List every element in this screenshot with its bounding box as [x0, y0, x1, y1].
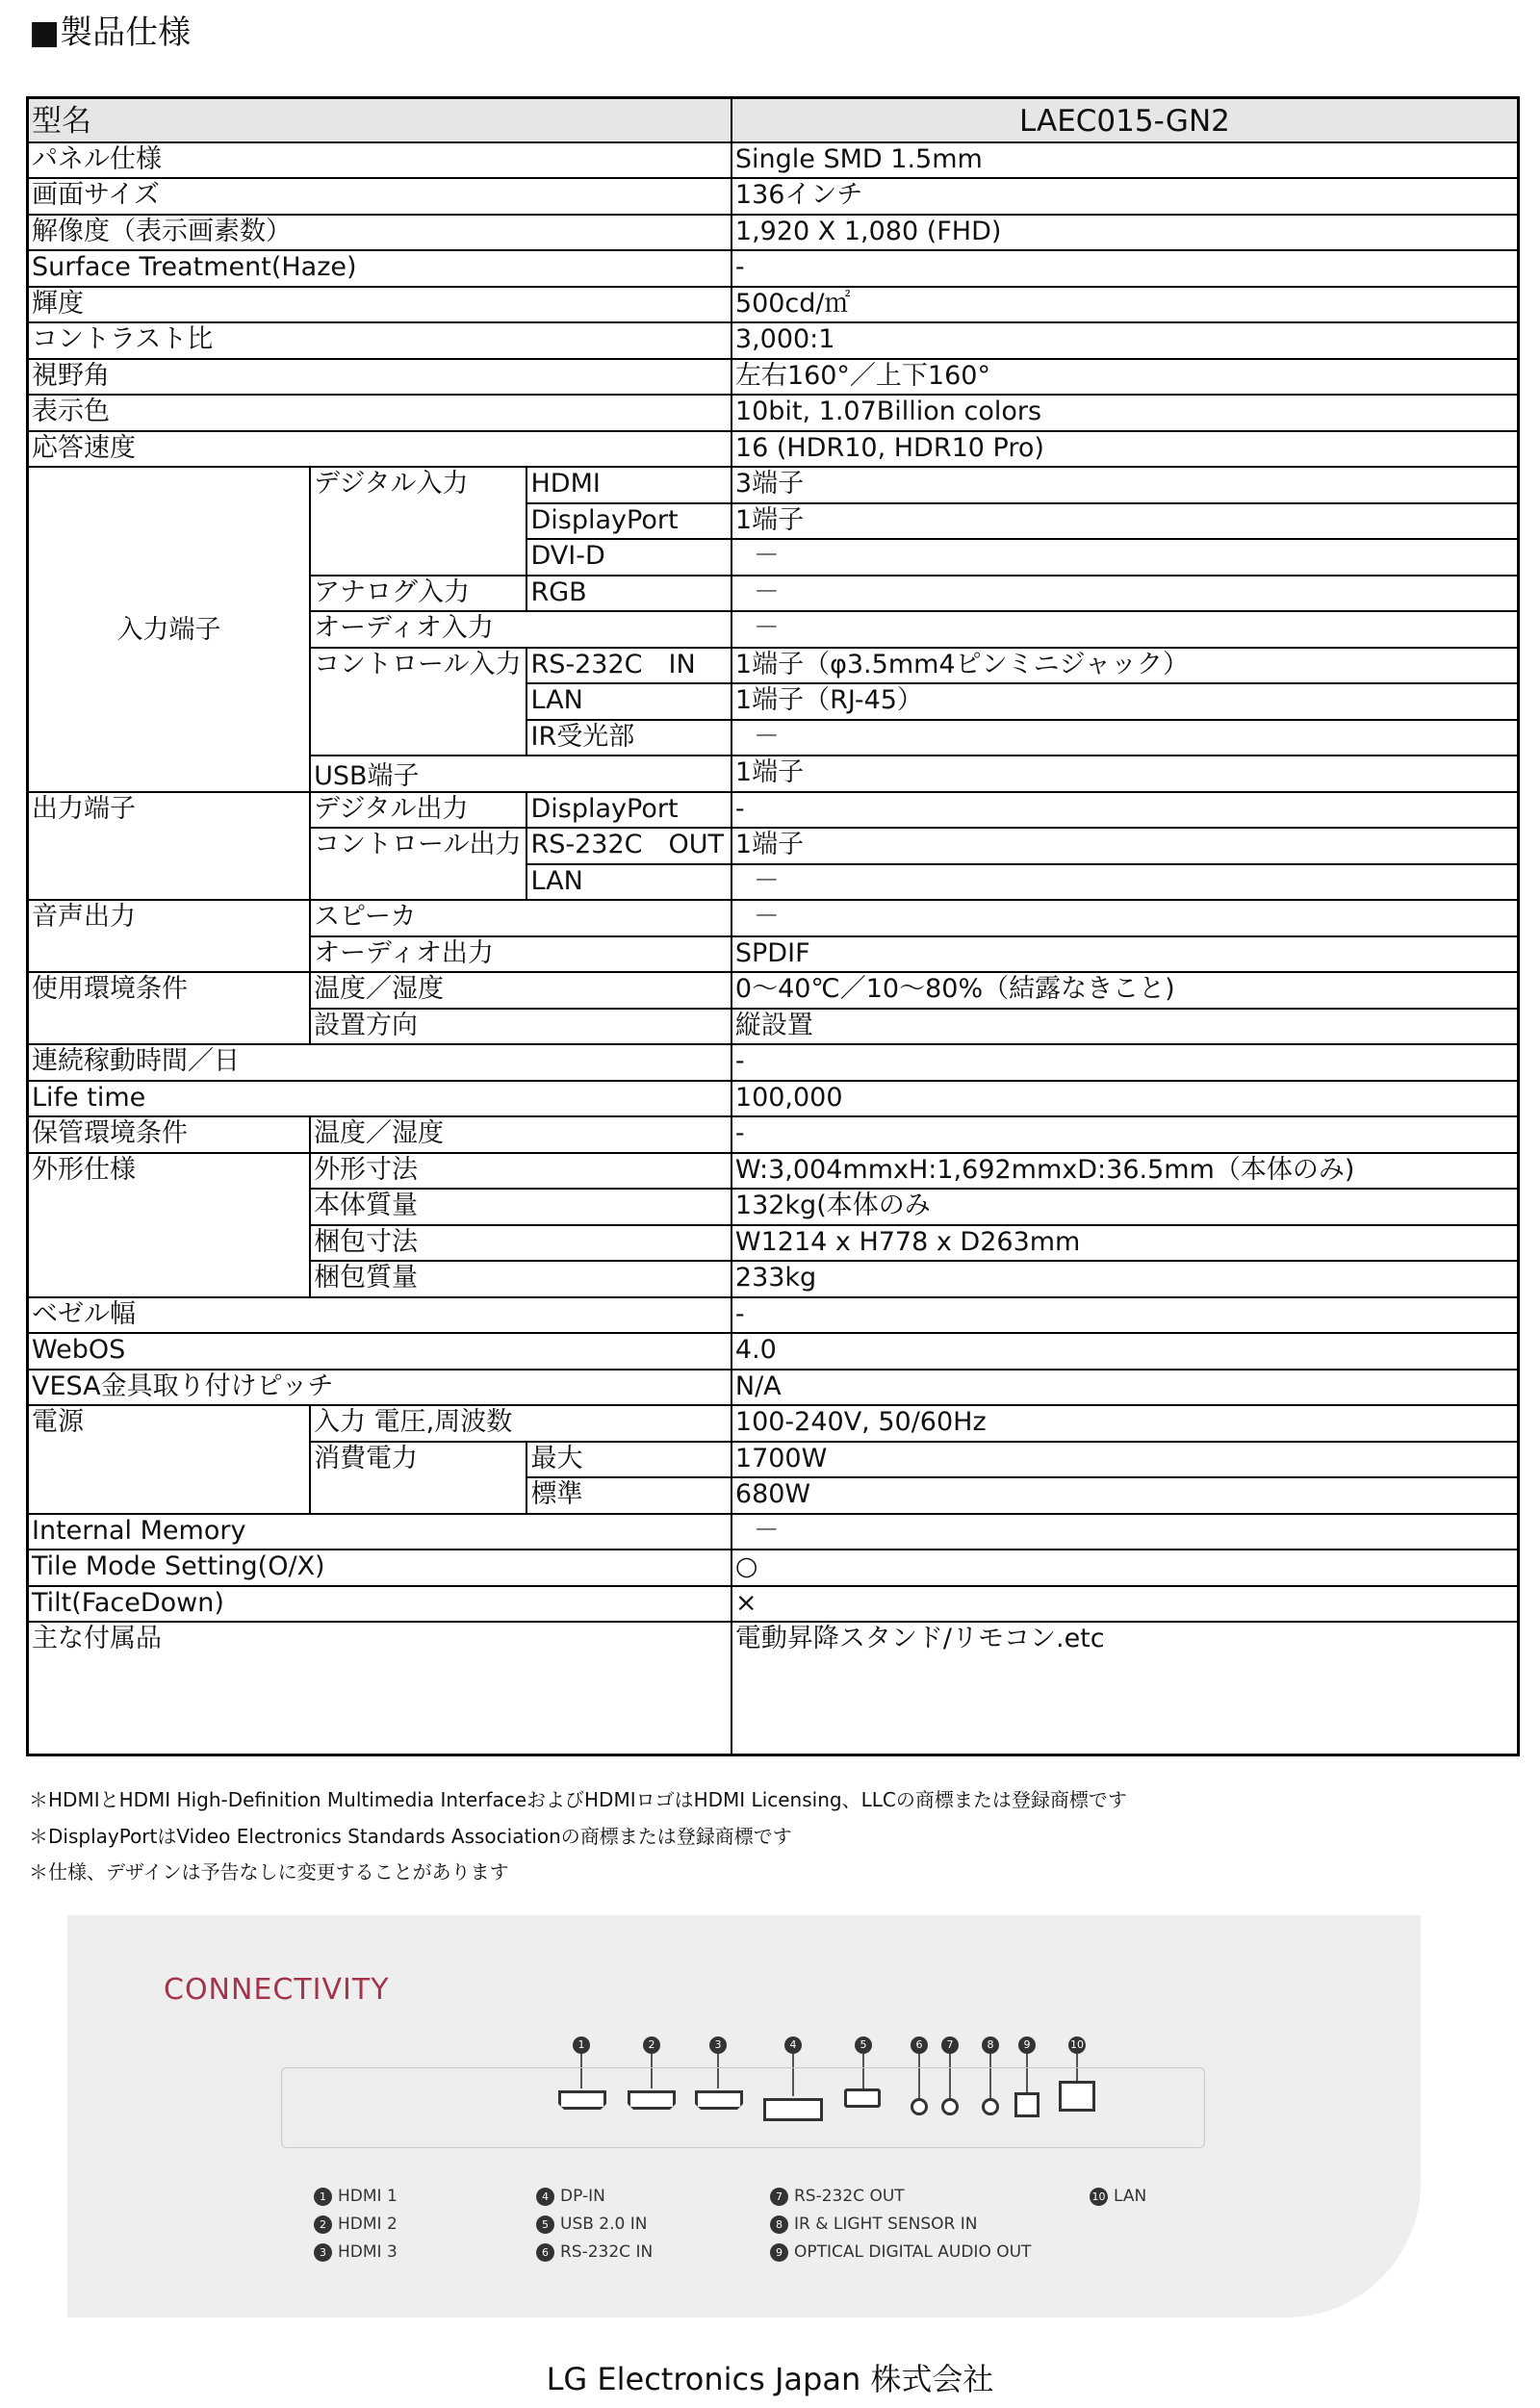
spec-group-label: コントロール出力: [310, 828, 526, 900]
displayport-icon: [763, 2098, 823, 2121]
spec-value: 0～40℃／10～80%（結露なきこと): [732, 972, 1519, 1009]
spec-group-label: 外形寸法: [310, 1153, 732, 1190]
legend-number: 3: [314, 2243, 332, 2262]
spec-value: 1端子: [732, 828, 1519, 864]
spec-value: 3端子: [732, 467, 1519, 503]
port-marker: 2: [643, 2037, 660, 2054]
spec-group-label: デジタル出力: [310, 792, 526, 829]
spec-group-label: 梱包寸法: [310, 1225, 732, 1262]
footnotes: [29, 1782, 1127, 1891]
table-row: [28, 395, 1519, 431]
spec-group-label: スピーカ: [310, 900, 732, 936]
table-row: [28, 1044, 1519, 1081]
rs232c-out-jack-icon: [941, 2098, 959, 2115]
spec-label: Tile Mode Setting(O/X): [28, 1550, 732, 1586]
port-legend: [536, 2183, 653, 2267]
spec-group-label: 入力 電圧,周波数: [310, 1405, 732, 1442]
spec-sublabel: DVI-D: [526, 539, 731, 576]
spec-group-label: USB端子: [310, 756, 732, 792]
spec-label: WebOS: [28, 1333, 732, 1370]
legend-label: RS-232C IN: [560, 2242, 654, 2262]
spec-label: 型名: [28, 98, 732, 142]
legend-label: HDMI 3: [338, 2242, 398, 2262]
legend-number: 4: [536, 2188, 554, 2206]
legend-number: 9: [770, 2243, 788, 2262]
spec-label: 主な付属品: [28, 1622, 732, 1755]
legend-number: 10: [1090, 2188, 1108, 2206]
legend-label: LAN: [1114, 2187, 1147, 2206]
table-row: [28, 1370, 1519, 1406]
spec-value: －: [732, 864, 1519, 901]
legend-number: 1: [314, 2188, 332, 2206]
spec-value: 233kg: [732, 1261, 1519, 1297]
table-row: [28, 1297, 1519, 1334]
spec-value: 4.0: [732, 1333, 1519, 1370]
usb-port-icon: [844, 2088, 881, 2108]
spec-sublabel: DisplayPort: [526, 792, 731, 829]
spec-sublabel: LAN: [526, 864, 731, 901]
spec-label: 解像度（表示画素数）: [28, 215, 732, 251]
spec-value: 16 (HDR10, HDR10 Pro): [732, 431, 1519, 468]
spec-value: －: [732, 611, 1519, 648]
spec-value: -: [732, 1044, 1519, 1081]
legend-number: 6: [536, 2243, 554, 2262]
spec-value: 1,920 X 1,080 (FHD): [732, 215, 1519, 251]
legend-label: IR & LIGHT SENSOR IN: [794, 2215, 978, 2234]
spec-group-label: オーディオ入力: [310, 611, 732, 648]
spec-label: 視野角: [28, 359, 732, 396]
table-row: [28, 1333, 1519, 1370]
port-marker: 6: [911, 2037, 928, 2054]
spec-value: N/A: [732, 1370, 1519, 1406]
table-row: [28, 431, 1519, 468]
spec-value: 1700W: [732, 1442, 1519, 1478]
spec-sublabel: HDMI: [526, 467, 731, 503]
spec-sublabel: RS-232C OUT: [526, 828, 731, 864]
table-row: [28, 322, 1519, 359]
port-legend: [314, 2183, 398, 2267]
spec-group-label: 梱包質量: [310, 1261, 732, 1297]
spec-label: 保管環境条件: [28, 1116, 311, 1153]
port-marker: 4: [784, 2037, 802, 2054]
table-row: [28, 1550, 1519, 1586]
port-marker: 3: [709, 2037, 727, 2054]
legend-number: 7: [770, 2188, 788, 2206]
spec-value: －: [732, 900, 1519, 936]
table-row: [28, 972, 1519, 1009]
spec-label: 表示色: [28, 395, 732, 431]
spec-value: 100,000: [732, 1081, 1519, 1117]
legend-label: HDMI 1: [338, 2187, 398, 2206]
ir-sensor-jack-icon: [982, 2098, 999, 2115]
spec-sublabel: LAN: [526, 683, 731, 720]
spec-value: 1端子: [732, 503, 1519, 540]
spec-table: [26, 96, 1520, 1756]
spec-value: ×: [732, 1586, 1519, 1623]
spec-group-label: 温度／湿度: [310, 1116, 732, 1153]
spec-value: 1端子（φ3.5mm4ピンミニジャック）: [732, 648, 1519, 684]
spec-group-label: 本体質量: [310, 1189, 732, 1225]
legend-label: RS-232C OUT: [794, 2187, 905, 2206]
spec-value: －: [732, 1514, 1519, 1550]
table-row: [28, 1514, 1519, 1550]
spec-label: 音声出力: [28, 900, 311, 972]
spec-sublabel: RS-232C IN: [526, 648, 731, 684]
optical-audio-port-icon: [1014, 2092, 1040, 2117]
spec-label: 出力端子: [28, 792, 311, 901]
spec-group-label: アナログ入力: [310, 576, 526, 612]
spec-value: W:3,004mmxH:1,692mmxD:36.5mm（本体のみ): [732, 1153, 1519, 1190]
footnote: ＊仕様、デザインは予告なしに変更することがあります: [29, 1860, 509, 1883]
spec-label: ベゼル幅: [28, 1297, 732, 1334]
connectivity-title: CONNECTIVITY: [164, 1973, 390, 2007]
port-marker: 9: [1018, 2037, 1036, 2054]
spec-label: 画面サイズ: [28, 178, 732, 215]
footnote: ＊HDMIとHDMI High-Definition Multimedia InterfaceおよびHDMIロゴはHDMI Licensing、LLCの商標または登録商標です: [29, 1788, 1127, 1811]
table-row: [28, 287, 1519, 323]
spec-value: －: [732, 720, 1519, 756]
table-row: [28, 792, 1519, 829]
spec-label: Tilt(FaceDown): [28, 1586, 732, 1623]
legend-number: 5: [536, 2216, 554, 2234]
spec-sublabel: DisplayPort: [526, 503, 731, 540]
spec-label: Life time: [28, 1081, 732, 1117]
port-marker: 8: [982, 2037, 999, 2054]
spec-group-label: コントロール入力: [310, 648, 526, 756]
spec-value: SPDIF: [732, 936, 1519, 973]
hdmi-port-icon: [558, 2090, 606, 2110]
spec-value: 680W: [732, 1477, 1519, 1514]
table-row: [28, 359, 1519, 396]
spec-label: 入力端子: [28, 467, 311, 792]
spec-label: 輝度: [28, 287, 732, 323]
legend-label: OPTICAL DIGITAL AUDIO OUT: [794, 2242, 1032, 2262]
table-row: [28, 467, 1519, 503]
table-row: [28, 98, 1519, 142]
spec-value: 100-240V, 50/60Hz: [732, 1405, 1519, 1442]
spec-value: 1端子（RJ-45）: [732, 683, 1519, 720]
lan-port-icon: [1059, 2081, 1095, 2112]
spec-value: 10bit, 1.07Billion colors: [732, 395, 1519, 431]
spec-value: －: [732, 576, 1519, 612]
spec-value: ○: [732, 1550, 1519, 1586]
table-row: [28, 215, 1519, 251]
legend-label: DP-IN: [560, 2187, 605, 2206]
spec-label: 応答速度: [28, 431, 732, 468]
spec-value: 136インチ: [732, 178, 1519, 215]
port-marker: 7: [941, 2037, 959, 2054]
spec-value: -: [732, 250, 1519, 287]
model-number: LAEC015-GN2: [732, 98, 1519, 142]
table-row: [28, 142, 1519, 179]
legend-label: USB 2.0 IN: [560, 2215, 648, 2234]
port-legend: [1090, 2183, 1146, 2211]
spec-sublabel: IR受光部: [526, 720, 731, 756]
port-marker: 10: [1068, 2037, 1086, 2054]
spec-label: パネル仕様: [28, 142, 732, 179]
spec-label: Internal Memory: [28, 1514, 732, 1550]
port-legend: [770, 2183, 1031, 2267]
spec-group-label: デジタル入力: [310, 467, 526, 576]
spec-label: 連続稼動時間／日: [28, 1044, 732, 1081]
table-row: [28, 1586, 1519, 1623]
spec-value: 132kg(本体のみ: [732, 1189, 1519, 1225]
spec-group-label: 温度／湿度: [310, 972, 732, 1009]
connectivity-panel: [67, 1915, 1421, 2318]
table-row: [28, 1116, 1519, 1153]
spec-value: 3,000:1: [732, 322, 1519, 359]
hdmi-port-icon: [628, 2090, 676, 2110]
port-marker: 5: [855, 2037, 872, 2054]
legend-number: 2: [314, 2216, 332, 2234]
legend-number: 8: [770, 2216, 788, 2234]
table-row: [28, 1153, 1519, 1190]
spec-value: -: [732, 1116, 1519, 1153]
rs232c-in-jack-icon: [911, 2098, 928, 2115]
spec-value: -: [732, 792, 1519, 829]
spec-sublabel: 最大: [526, 1442, 731, 1478]
hdmi-port-icon: [695, 2090, 743, 2110]
spec-group-label: 設置方向: [310, 1009, 732, 1045]
spec-value: 縦設置: [732, 1009, 1519, 1045]
spec-value: 500cd/㎡: [732, 287, 1519, 323]
spec-group-label: オーディオ出力: [310, 936, 732, 973]
spec-label: 使用環境条件: [28, 972, 311, 1044]
spec-value: 電動昇降スタンド/リモコン.etc: [732, 1622, 1519, 1755]
spec-group-label: 消費電力: [310, 1442, 526, 1514]
table-row: [28, 1081, 1519, 1117]
spec-sublabel: RGB: [526, 576, 731, 612]
spec-value: 1端子: [732, 756, 1519, 792]
page-title: ■製品仕様: [29, 13, 192, 52]
company-name: LG Electronics Japan 株式会社: [546, 2361, 994, 2397]
table-row: [28, 178, 1519, 215]
footnote: ＊DisplayPortはVideo Electronics Standards Associationの商標または登録商標です: [29, 1824, 792, 1848]
table-row: [28, 250, 1519, 287]
table-row: [28, 900, 1519, 936]
spec-value: Single SMD 1.5mm: [732, 142, 1519, 179]
spec-label: Surface Treatment(Haze): [28, 250, 732, 287]
spec-value: W1214 x H778 x D263mm: [732, 1225, 1519, 1262]
spec-value: －: [732, 539, 1519, 576]
table-row: [28, 1405, 1519, 1442]
legend-label: HDMI 2: [338, 2215, 398, 2234]
spec-label: 外形仕様: [28, 1153, 311, 1297]
spec-label: VESA金具取り付けピッチ: [28, 1370, 732, 1406]
spec-label: 電源: [28, 1405, 311, 1514]
spec-label: コントラスト比: [28, 322, 732, 359]
spec-sublabel: 標準: [526, 1477, 731, 1514]
port-marker: 1: [573, 2037, 590, 2054]
spec-value: 左右160°／上下160°: [732, 359, 1519, 396]
spec-value: -: [732, 1297, 1519, 1334]
table-row: [28, 1622, 1519, 1755]
